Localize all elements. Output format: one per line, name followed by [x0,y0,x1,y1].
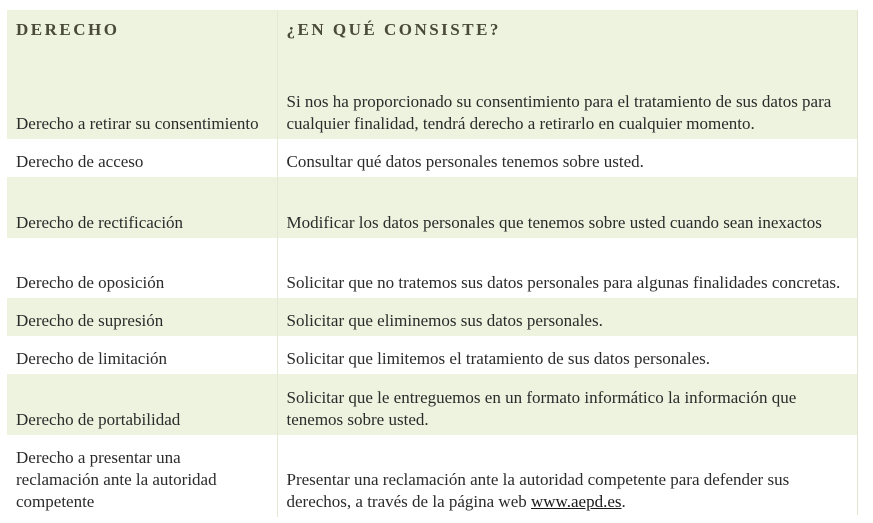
right-name: Derecho de rectificación [7,177,277,238]
right-name: Derecho de limitación [7,336,277,374]
table-row [7,139,857,177]
table-row [7,177,857,238]
right-description: Solicitar que limitemos el tratamiento de sus datos personales. [277,336,857,374]
right-name: Derecho de oposición [7,238,277,298]
header-right: DERECHO [7,10,277,63]
right-name: Derecho de portabilidad [7,374,277,435]
table-row [7,435,857,517]
right-description: Solicitar que eliminemos sus datos personales. [277,298,857,336]
right-description: Solicitar que le entreguemos en un formato informático la información que tenemos sobre usted. [277,374,857,435]
rights-table [7,10,857,517]
header-description: ¿EN QUÉ CONSISTE? [277,10,857,63]
aepd-link[interactable]: www.aepd.es [531,492,622,511]
table-header-row [7,10,857,63]
right-name: Derecho a retirar su consentimiento [7,63,277,139]
table-row [7,374,857,435]
right-description: Si nos ha proporcionado su consentimiento para el tratamiento de sus datos para cualquier finalidad, tendrá derecho a retirarlo en cualquier momento. [277,63,857,139]
right-description [277,435,857,517]
right-description: Consultar qué datos personales tenemos sobre usted. [277,139,857,177]
table-row [7,298,857,336]
table-row [7,63,857,139]
description-end: . [621,492,626,511]
right-name: Derecho de acceso [7,139,277,177]
table-row [7,336,857,374]
right-description: Modificar los datos personales que tenemos sobre usted cuando sean inexactos [277,177,857,238]
right-name: Derecho a presentar una reclamación ante la autoridad competente [7,435,277,517]
table-row [7,238,857,298]
right-description: Solicitar que no tratemos sus datos personales para algunas finalidades concretas. [277,238,857,298]
description-text: Presentar una reclamación ante la autoridad competente para defender sus derechos, a través de la página web [286,470,790,511]
right-name: Derecho de supresión [7,298,277,336]
